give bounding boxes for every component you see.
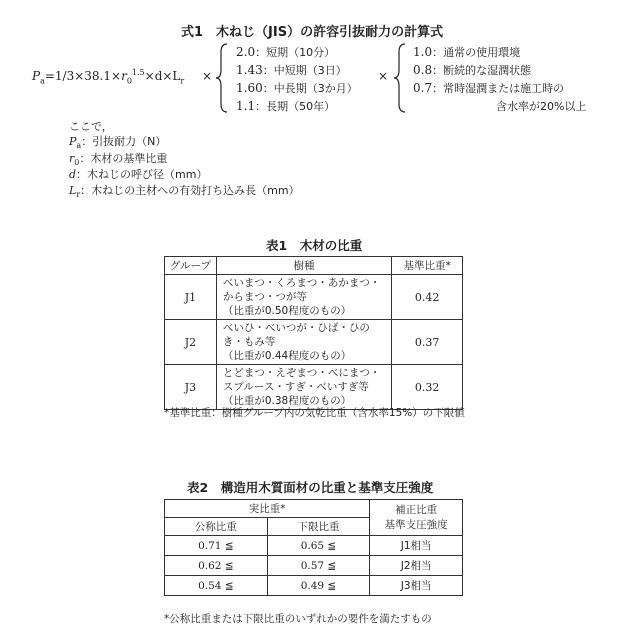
- table2: [164, 499, 463, 596]
- duration-factor-3: 1.60：中長期（3か月）: [236, 81, 358, 95]
- table-row: [165, 536, 463, 556]
- duration-factor-2: 1.43：中短期（3日）: [236, 63, 347, 77]
- formula-rhs-b: ×d×L: [144, 69, 181, 83]
- table2-header-group: 実比重*: [165, 500, 370, 518]
- table2-header-row-1: [165, 500, 463, 518]
- definition-Pa: $P_a$：引抜耐力（N）: [69, 135, 167, 151]
- formula-title: 式1 木ねじ（JIS）の許容引抜耐力の計算式: [181, 25, 444, 40]
- table1-species-cell: べいひ・べいつが・ひば・ひの き・もみ等 （比重が0.44程度のもの）: [216, 320, 391, 365]
- moisture-factor-2: 0.8：断続的な湿潤状態: [413, 63, 532, 77]
- left-brace-icon: [215, 42, 229, 114]
- table1: [164, 256, 463, 410]
- table2-lower-cell: 0.57 ≦: [267, 556, 370, 576]
- formula-expression: [32, 68, 184, 85]
- definition-Lr: $L_r$：木ねじの主材への有効打ち込み長（mm）: [69, 184, 300, 200]
- formula-lhs: P: [32, 69, 41, 83]
- right-brace-icon: [393, 42, 407, 114]
- table1-gravity-cell: 0.32: [392, 365, 463, 410]
- formula-rhs-a: =1/3×38.1×: [44, 69, 122, 83]
- moisture-factor-3: 0.7：常時湿潤または施工時の: [413, 81, 565, 95]
- formula-r-sup: 1.5: [131, 68, 145, 77]
- table1-header-group: グループ: [165, 257, 217, 275]
- table2-nominal-cell: 0.54 ≦: [165, 576, 268, 596]
- table2-lower-cell: 0.49 ≦: [267, 576, 370, 596]
- table1-title: 表1 木材の比重: [266, 238, 363, 253]
- table1-group-cell: J3: [165, 365, 217, 410]
- table2-header-lower: 下限比重: [267, 518, 370, 536]
- table1-gravity-cell: 0.42: [392, 275, 463, 320]
- table1-species-cell: べいまつ・くろまつ・あかまつ・ からまつ・つが等 （比重が0.50程度のもの）: [216, 275, 391, 320]
- duration-factor-4: 1.1：長期（50年）: [236, 99, 336, 113]
- table2-header-strength: 補正比重 基準支圧強度: [370, 500, 463, 536]
- table-row: [165, 576, 463, 596]
- formula-lhs-sub: a: [40, 76, 45, 86]
- definition-d: d：木ねじの呼び径（mm）: [69, 168, 208, 181]
- formula-r: r: [121, 69, 127, 83]
- table1-header-row: [165, 257, 463, 275]
- table2-lower-cell: 0.65 ≦: [267, 536, 370, 556]
- definition-r0: $r_0$：木材の基準比重: [69, 152, 168, 168]
- table1-header-gravity: 基準比重*: [392, 257, 463, 275]
- where-label: ここで，: [69, 120, 113, 133]
- table2-title: 表2 構造用木質面材の比重と基準支圧強度: [187, 480, 434, 495]
- table2-nominal-cell: 0.71 ≦: [165, 536, 268, 556]
- table1-note: *基準比重：樹種グループ内の気乾比重（含水率15%）の下限値: [164, 407, 465, 419]
- table2-equiv-cell: J3相当: [370, 576, 463, 596]
- moisture-extra-line: 含水率が20%以上: [496, 100, 587, 113]
- formula-r-sub: 0: [126, 76, 132, 86]
- table-row: [165, 275, 463, 320]
- table-row: [165, 556, 463, 576]
- duration-factor-1: 2.0：短期（10分）: [236, 45, 336, 59]
- moisture-factor-1: 1.0：通常の使用環境: [413, 45, 521, 59]
- table2-equiv-cell: J2相当: [370, 556, 463, 576]
- table1-header-species: 樹種: [216, 257, 391, 275]
- times-sign-2: ×: [378, 69, 389, 83]
- table-row: [165, 320, 463, 365]
- table1-group-cell: J1: [165, 275, 217, 320]
- table1-gravity-cell: 0.37: [392, 320, 463, 365]
- times-sign-1: ×: [202, 69, 213, 83]
- table1-species-cell: とどまつ・えぞまつ・べにまつ・ スプルース・すぎ・べいすぎ等 （比重が0.38程度のもの）: [216, 365, 391, 410]
- table2-equiv-cell: J1相当: [370, 536, 463, 556]
- table2-note: *公称比重または下限比重のいずれかの要件を満たすもの: [164, 613, 432, 625]
- formula-L-sub: r: [180, 76, 185, 86]
- table-row: [165, 365, 463, 410]
- table2-nominal-cell: 0.62 ≦: [165, 556, 268, 576]
- table2-header-nominal: 公称比重: [165, 518, 268, 536]
- table1-group-cell: J2: [165, 320, 217, 365]
